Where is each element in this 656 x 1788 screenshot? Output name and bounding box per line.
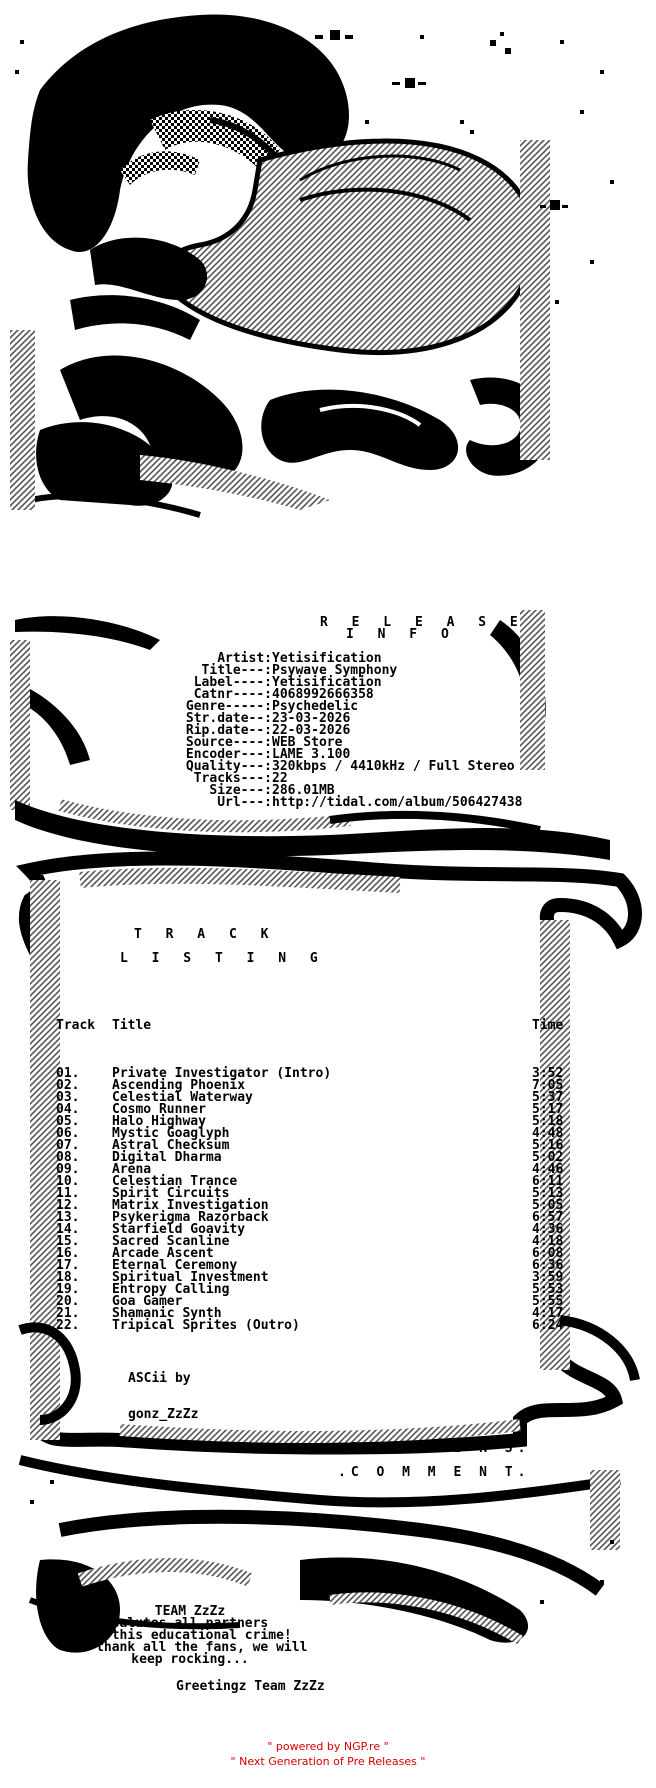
track-number: 07.: [56, 1138, 80, 1153]
release-info-value: Yetisification: [272, 651, 382, 666]
track-title: Goa Gamer: [112, 1294, 183, 1309]
release-info-key: Source----:: [185, 735, 272, 750]
release-info-value: 23-03-2026: [272, 711, 351, 726]
track-number: 06.: [56, 1126, 80, 1141]
track-time: 6:11: [532, 1174, 564, 1189]
track-number: 14.: [56, 1222, 80, 1237]
track-title: Ascending Phoenix: [112, 1078, 246, 1093]
track-number: 22.: [56, 1318, 80, 1333]
track-time: 3:59: [532, 1270, 564, 1285]
track-time: 5:53: [532, 1282, 564, 1297]
release-info-value: LAME 3.100: [272, 747, 351, 762]
rippers-comment-text: [40, 1582, 340, 1678]
column-header-track: Track: [56, 1018, 96, 1033]
track-listing-heading-line1: T R A C K: [134, 927, 277, 942]
track-listing-section: [0, 927, 656, 1333]
release-info-key: Tracks---:: [193, 771, 272, 786]
release-info-key: Title---:: [201, 663, 272, 678]
release-info-key: Genre-----:: [185, 699, 272, 714]
comment-line: we thank all the fans, we will: [72, 1640, 308, 1655]
track-time: 6:08: [532, 1246, 564, 1261]
track-time: 7:05: [532, 1078, 564, 1093]
track-listing-heading-line2: L I S T I N G: [120, 951, 326, 966]
track-number: 04.: [56, 1102, 80, 1117]
track-time: 6:36: [532, 1258, 564, 1273]
release-info-key: Artist:: [217, 651, 272, 666]
track-title: Starfield Goavity: [112, 1222, 246, 1237]
track-time: 5:05: [532, 1198, 564, 1213]
track-title: Celestian Trance: [112, 1174, 238, 1189]
figure-art: [10, 14, 614, 515]
track-number: 16.: [56, 1246, 80, 1261]
track-title: Celestial Waterway: [112, 1090, 253, 1105]
release-info-row: [0, 797, 522, 809]
track-time: 4:17: [532, 1306, 564, 1321]
rippers-comment-heading-line2: .C O M M E N T.: [338, 1465, 531, 1480]
release-info-value: Psywave Symphony: [272, 663, 398, 678]
track-time: 4:36: [532, 1222, 564, 1237]
track-title: Astral Checksum: [112, 1138, 230, 1153]
rippers-comment-section: [0, 1443, 656, 1479]
column-header-time: Time: [532, 1018, 564, 1033]
track-time: 4:18: [532, 1234, 564, 1249]
track-time: 4:46: [532, 1162, 564, 1177]
comment-lines: [40, 1606, 340, 1666]
track-title: Halo Highway: [112, 1114, 206, 1129]
track-number: 12.: [56, 1198, 80, 1213]
release-info-key: Size---:: [209, 783, 272, 798]
track-time: 6:57: [532, 1210, 564, 1225]
track-number: 09.: [56, 1162, 80, 1177]
release-info-key: Label----:: [193, 675, 272, 690]
comment-line: salutes all partners: [111, 1616, 269, 1631]
release-info-value: 4068992666358: [272, 687, 374, 702]
ascii-credit: [128, 1349, 198, 1433]
release-info-value: Yetisification: [272, 675, 382, 690]
release-info-key: Str.date--:: [185, 711, 272, 726]
track-title: Psykerigma Razorback: [112, 1210, 269, 1225]
track-title: Spirit Circuits: [112, 1186, 230, 1201]
track-title: Spiritual Investment: [112, 1270, 269, 1285]
footer-powered-by: " powered by NGP.re ": [267, 1740, 389, 1753]
track-title: Sacred Scanline: [112, 1234, 230, 1249]
track-title: Digital Dharma: [112, 1150, 222, 1165]
track-number: 18.: [56, 1270, 80, 1285]
track-number: 17.: [56, 1258, 80, 1273]
track-time: 3:52: [532, 1066, 564, 1081]
track-number: 15.: [56, 1234, 80, 1249]
track-time: 5:17: [532, 1102, 564, 1117]
track-number: 19.: [56, 1282, 80, 1297]
release-info-value: 320kbps / 4410kHz / Full Stereo: [272, 759, 515, 774]
track-number: 11.: [56, 1186, 80, 1201]
track-number: 10.: [56, 1174, 80, 1189]
track-title: Tripical Sprites (Outro): [112, 1318, 300, 1333]
track-time: 5:37: [532, 1090, 564, 1105]
track-number: 13.: [56, 1210, 80, 1225]
release-info-section: [0, 615, 656, 810]
track-listing-header-row: [56, 1020, 592, 1032]
track-time: 6:24: [532, 1318, 564, 1333]
footer-tagline: " Next Generation of Pre Releases ": [230, 1755, 426, 1768]
track-time: 5:02: [532, 1150, 564, 1165]
comment-line: in this educational crime!: [88, 1628, 292, 1643]
track-title: Mystic Goaglyph: [112, 1126, 230, 1141]
track-number: 20.: [56, 1294, 80, 1309]
track-number: 01.: [56, 1066, 80, 1081]
release-info-key: Quality---:: [185, 759, 272, 774]
track-title: Cosmo Runner: [112, 1102, 206, 1117]
track-title: Shamanic Synth: [112, 1306, 222, 1321]
track-title: Entropy Calling: [112, 1282, 230, 1297]
release-info-key: Rip.date--:: [185, 723, 272, 738]
column-header-title: Title: [112, 1018, 152, 1033]
greeting-text: Greetingz Team ZzZz: [176, 1679, 325, 1694]
track-time: 5:16: [532, 1138, 564, 1153]
release-info-table: [0, 653, 522, 809]
track-title: Matrix Investigation: [112, 1198, 269, 1213]
ascii-credit-line1: ASCii by: [128, 1371, 191, 1386]
track-row: [56, 1320, 592, 1332]
ascii-credit-line2: gonz_ZzZz: [128, 1407, 199, 1422]
rippers-comment-heading-line1: .R I P P E R S.: [338, 1441, 531, 1456]
track-time: 5:18: [532, 1114, 564, 1129]
track-number: 21.: [56, 1306, 80, 1321]
release-info-heading-line2: I N F O: [346, 627, 457, 642]
track-time: 5:55: [532, 1294, 564, 1309]
release-info-value: 22: [272, 771, 288, 786]
track-number: 03.: [56, 1090, 80, 1105]
track-number: 05.: [56, 1114, 80, 1129]
release-info-value: Psychedelic: [272, 699, 359, 714]
track-title: Eternal Ceremony: [112, 1258, 238, 1273]
track-title: Arcade Ascent: [112, 1246, 214, 1261]
track-number: 02.: [56, 1078, 80, 1093]
release-info-value: WEB Store: [272, 735, 343, 750]
release-info-key: Encoder---:: [185, 747, 272, 762]
comment-line: TEAM ZzZz: [154, 1604, 226, 1619]
track-time: 4:48: [532, 1126, 564, 1141]
track-title: Private Investigator (Intro): [112, 1066, 332, 1081]
release-info-value: http://tidal.com/album/506427438: [272, 795, 523, 810]
comment-line: keep rocking...: [131, 1652, 249, 1667]
track-listing-table: [56, 996, 592, 1356]
release-info-key: Url---:: [217, 795, 272, 810]
release-info-value: 286.01MB: [272, 783, 335, 798]
track-number: 08.: [56, 1150, 80, 1165]
release-info-key: Catnr----:: [193, 687, 272, 702]
release-info-heading-line1: R E L E A S E: [320, 615, 526, 630]
track-time: 5:13: [532, 1186, 564, 1201]
release-info-value: 22-03-2026: [272, 723, 351, 738]
track-title: Arena: [112, 1162, 152, 1177]
track-list: [56, 1068, 592, 1332]
